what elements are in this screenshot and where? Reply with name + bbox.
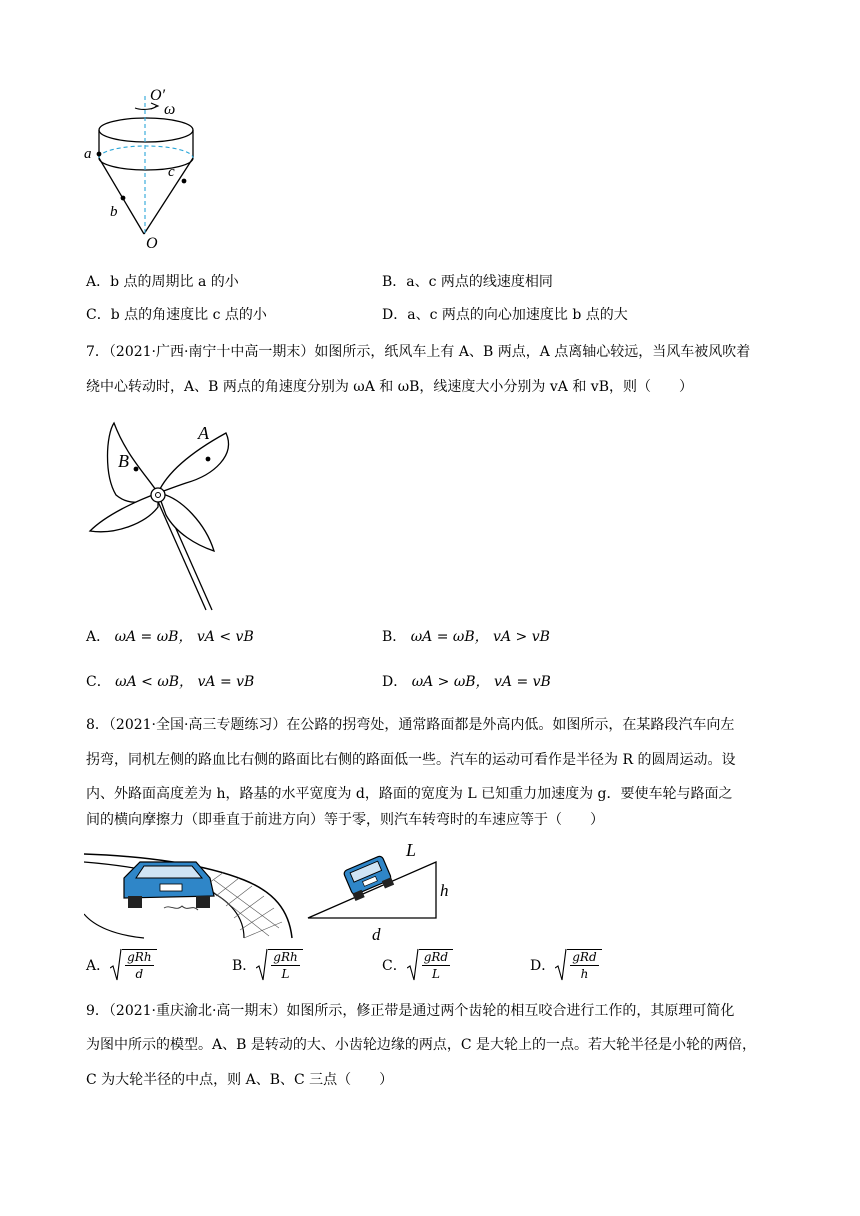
bank-label-h: h [440, 881, 449, 900]
bank-triangle-figure [306, 822, 466, 947]
radical-sign [110, 948, 122, 982]
q9-stem-line2: 为图中所示的模型。A、B 是转动的大、小齿轮边缘的两点，C 是大轮上的一点。若大轮半径是小轮的两倍， [86, 1037, 757, 1053]
q7-stem-line1: 7．（2021·广西·南宁十中高一期末）如图所示，纸风车上有 A、B 两点，A 点离轴心较远，当风车被风吹着 [86, 344, 751, 360]
radical-sign [256, 948, 268, 982]
q9-stem-line1: 9．（2021·重庆渝北·高一期末）如图所示，修正带是通过两个齿轮的相互咬合进行工作的，其原理可简化 [86, 1003, 735, 1019]
radical-sign [555, 948, 567, 982]
label-O-prime: O′ [150, 87, 166, 104]
q7-option-b[interactable]: B． ωA = ωB， vA > vB [382, 629, 550, 645]
q8-option-c[interactable]: C． $\frac{\text{gRd}}{L}$ [382, 948, 453, 982]
q8-stem-line4: 间的横向摩擦力（即垂直于前进方向）等于零，则汽车转弯时的车速应等于（ ） [86, 812, 604, 828]
q8-stem-line1: 8．（2021·全国·高三专题练习）在公路的拐弯处，通常路面都是外高内低。如图所示，在某路段汽车向左 [86, 717, 735, 733]
label-O: O [146, 235, 158, 252]
sqrt-expression: $\frac{\text{gRh}}{d}$ [110, 948, 156, 982]
label-b: b [110, 204, 118, 220]
sqrt-expression: $\frac{\text{gRd}}{h}$ [555, 948, 601, 982]
q7-stem-line2: 绕中心转动时，A、B 两点的角速度分别为 ωA 和 ωB，线速度大小分别为 vA 和 vB，则（ ） [86, 379, 693, 395]
q9-stem-line3: C 为大轮半径的中点，则 A、B、C 三点（ ） [86, 1072, 394, 1088]
pinwheel-label-B: B [118, 451, 129, 471]
sqrt-expression: $\frac{\text{gRd}}{L}$ [407, 948, 453, 982]
car-curve-figure [84, 840, 294, 940]
pinwheel-figure [86, 415, 246, 615]
q6-option-c[interactable]: C．b 点的角速度比 c 点的小 [86, 307, 267, 323]
q6-option-a[interactable]: A．b 点的周期比 a 的小 [86, 274, 239, 290]
cone-figure [80, 84, 210, 254]
q8-option-a[interactable]: A． $\frac{\text{gRh}}{d}$ [86, 948, 157, 982]
q7-option-c[interactable]: C． ωA < ωB， vA = vB [86, 674, 255, 690]
q8-option-d[interactable]: D． $\frac{\text{gRd}}{h}$ [530, 948, 602, 982]
q6-option-d[interactable]: D．a、c 两点的向心加速度比 b 点的大 [382, 307, 628, 323]
q8-stem-line2: 拐弯，同机左侧的路血比右侧的路面比右侧的路面低一些。汽车的运动可看作是半径为 R 的圆周运动。设 [86, 752, 736, 768]
label-omega: ω [164, 101, 176, 118]
radical-sign [407, 948, 419, 982]
label-a: a [84, 146, 92, 162]
sqrt-expression: $\frac{\text{gRh}}{L}$ [256, 948, 302, 982]
q7-option-d[interactable]: D． ωA > ωB， vA = vB [382, 674, 551, 690]
q8-stem-line3: 内、外路面高度差为 h，路基的水平宽度为 d，路面的宽度为 L 已知重力加速度为 g．要使车轮与路面之 [86, 786, 733, 802]
bank-label-L: L [406, 840, 417, 860]
q8-option-b[interactable]: B． $\frac{\text{gRh}}{L}$ [232, 948, 303, 982]
q7-option-a[interactable]: A． ωA = ωB， vA < vB [86, 629, 254, 645]
bank-label-d: d [372, 925, 381, 944]
pinwheel-label-A: A [198, 423, 209, 443]
label-c: c [168, 164, 175, 180]
q6-option-b[interactable]: B．a、c 两点的线速度相同 [382, 274, 553, 290]
